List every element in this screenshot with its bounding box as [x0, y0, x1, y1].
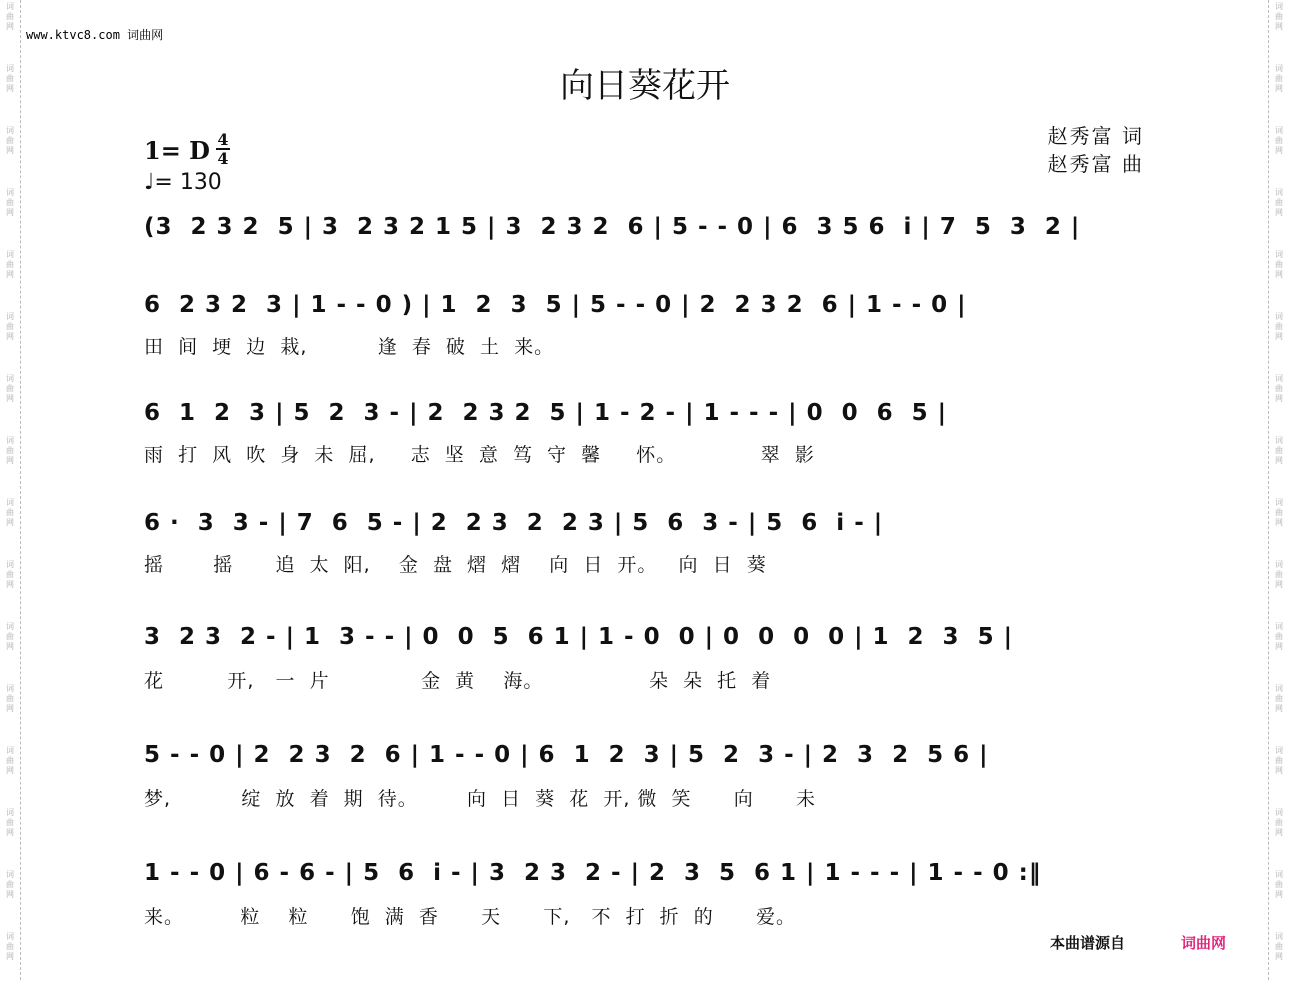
watermark-mark: 词 曲 网 — [1275, 808, 1283, 837]
notation-line-7: 1 - - 0 | 6 - 6 - | 5 6 i - | 3 2 3 2 - | 2 3 5 6 1 | 1 - - - | 1 - - 0 :‖ — [144, 860, 1042, 886]
watermark-mark: 词 曲 网 — [6, 746, 14, 775]
watermark-mark: 词 曲 网 — [6, 436, 14, 465]
watermark-mark: 词 曲 网 — [6, 932, 14, 961]
watermark-mark: 词 曲 网 — [1275, 188, 1283, 217]
composer-credit: 赵秀富 曲 — [1047, 152, 1144, 176]
right-watermark-strip — [1268, 0, 1289, 980]
tempo-marking — [144, 170, 222, 195]
watermark-mark: 词 曲 网 — [6, 870, 14, 899]
site-name: 词曲网 — [127, 28, 164, 42]
quarter-note-icon: ♩ — [144, 170, 155, 195]
lyric-line-2: 田 间 埂 边 栽, 逢 春 破 土 来。 — [144, 336, 555, 358]
lyric-line-4: 摇 摇 追 太 阳, 金 盘 熠 熠 向 日 开。 向 日 葵 — [144, 554, 767, 576]
source-footer — [1050, 932, 1226, 953]
lyric-line-6: 梦, 绽 放 着 期 待。 向 日 葵 花 开, 微 笑 向 未 — [144, 788, 816, 810]
watermark-mark: 词 曲 网 — [6, 808, 14, 837]
watermark-mark: 词 曲 网 — [1275, 746, 1283, 775]
lyric-line-5: 花 开, 一 片 金 黄 海。 朵 朵 托 着 — [144, 670, 772, 692]
watermark-mark: 词 曲 网 — [1275, 250, 1283, 279]
credits — [1048, 122, 1144, 178]
watermark-mark: 词 曲 网 — [1275, 870, 1283, 899]
watermark-mark: 词 曲 网 — [1275, 64, 1283, 93]
watermark-mark: 词 曲 网 — [1275, 312, 1283, 341]
watermark-mark: 词 曲 网 — [6, 312, 14, 341]
song-title: 向日葵花开 — [560, 66, 730, 106]
site-header — [26, 26, 163, 43]
watermark-mark: 词 曲 网 — [6, 126, 14, 155]
watermark-mark: 词 曲 网 — [1275, 436, 1283, 465]
site-url[interactable]: www.ktvc8.com — [26, 28, 120, 42]
watermark-mark: 词 曲 网 — [6, 622, 14, 651]
watermark-mark: 词 曲 网 — [6, 250, 14, 279]
watermark-mark: 词 曲 网 — [1275, 498, 1283, 527]
notation-line-1: (3 2 3 2 5 | 3 2 3 2 1 5 | 3 2 3 2 6 | 5 - - 0 | 6 3 5 6 i | 7 5 3 2 | — [144, 214, 1081, 240]
watermark-mark: 词 曲 网 — [6, 64, 14, 93]
watermark-mark: 词 曲 网 — [6, 374, 14, 403]
time-signature-bottom: 4 — [217, 149, 229, 168]
watermark-mark: 词 曲 网 — [6, 684, 14, 713]
lyric-line-7: 来。 粒 粒 饱 满 香 天 下, 不 打 折 的 爱。 — [144, 906, 796, 928]
watermark-mark: 词 曲 网 — [6, 2, 14, 31]
watermark-mark: 词 曲 网 — [1275, 932, 1283, 961]
key-signature: 1= D — [144, 136, 210, 165]
time-signature-top: 4 — [217, 130, 229, 149]
watermark-mark: 词 曲 网 — [1275, 374, 1283, 403]
source-brand-link[interactable]: 词曲网 — [1181, 934, 1227, 952]
tempo-value: = 130 — [154, 170, 222, 195]
watermark-mark: 词 曲 网 — [6, 498, 14, 527]
notation-line-4: 6 · 3 3 - | 7 6 5 - | 2 2 3 2 2 3 | 5 6 3 - | 5 6 i - | — [144, 510, 884, 536]
watermark-mark: 词 曲 网 — [1275, 684, 1283, 713]
notation-line-5: 3 2 3 2 - | 1 3 - - | 0 0 5 6 1 | 1 - 0 0 | 0 0 0 0 | 1 2 3 5 | — [144, 624, 1013, 650]
left-watermark-strip — [0, 0, 21, 980]
lyricist-credit: 赵秀富 词 — [1047, 124, 1144, 148]
watermark-mark: 词 曲 网 — [6, 188, 14, 217]
watermark-mark: 词 曲 网 — [1275, 560, 1283, 589]
time-signature — [216, 131, 230, 167]
lyric-line-3: 雨 打 风 吹 身 未 屈, 志 坚 意 笃 守 馨 怀。 翠 影 — [144, 444, 815, 466]
watermark-mark: 词 曲 网 — [1275, 622, 1283, 651]
notation-line-6: 5 - - 0 | 2 2 3 2 6 | 1 - - 0 | 6 1 2 3 | 5 2 3 - | 2 3 2 5 6 | — [144, 742, 989, 768]
source-label: 本曲谱源自 — [1050, 934, 1126, 952]
notation-line-3: 6 1 2 3 | 5 2 3 - | 2 2 3 2 5 | 1 - 2 - | 1 - - - | 0 0 6 5 | — [144, 400, 948, 426]
watermark-mark: 词 曲 网 — [1275, 2, 1283, 31]
notation-line-2: 6 2 3 2 3 | 1 - - 0 ) | 1 2 3 5 | 5 - - 0 | 2 2 3 2 6 | 1 - - 0 | — [144, 292, 967, 318]
watermark-mark: 词 曲 网 — [1275, 126, 1283, 155]
watermark-mark: 词 曲 网 — [6, 560, 14, 589]
